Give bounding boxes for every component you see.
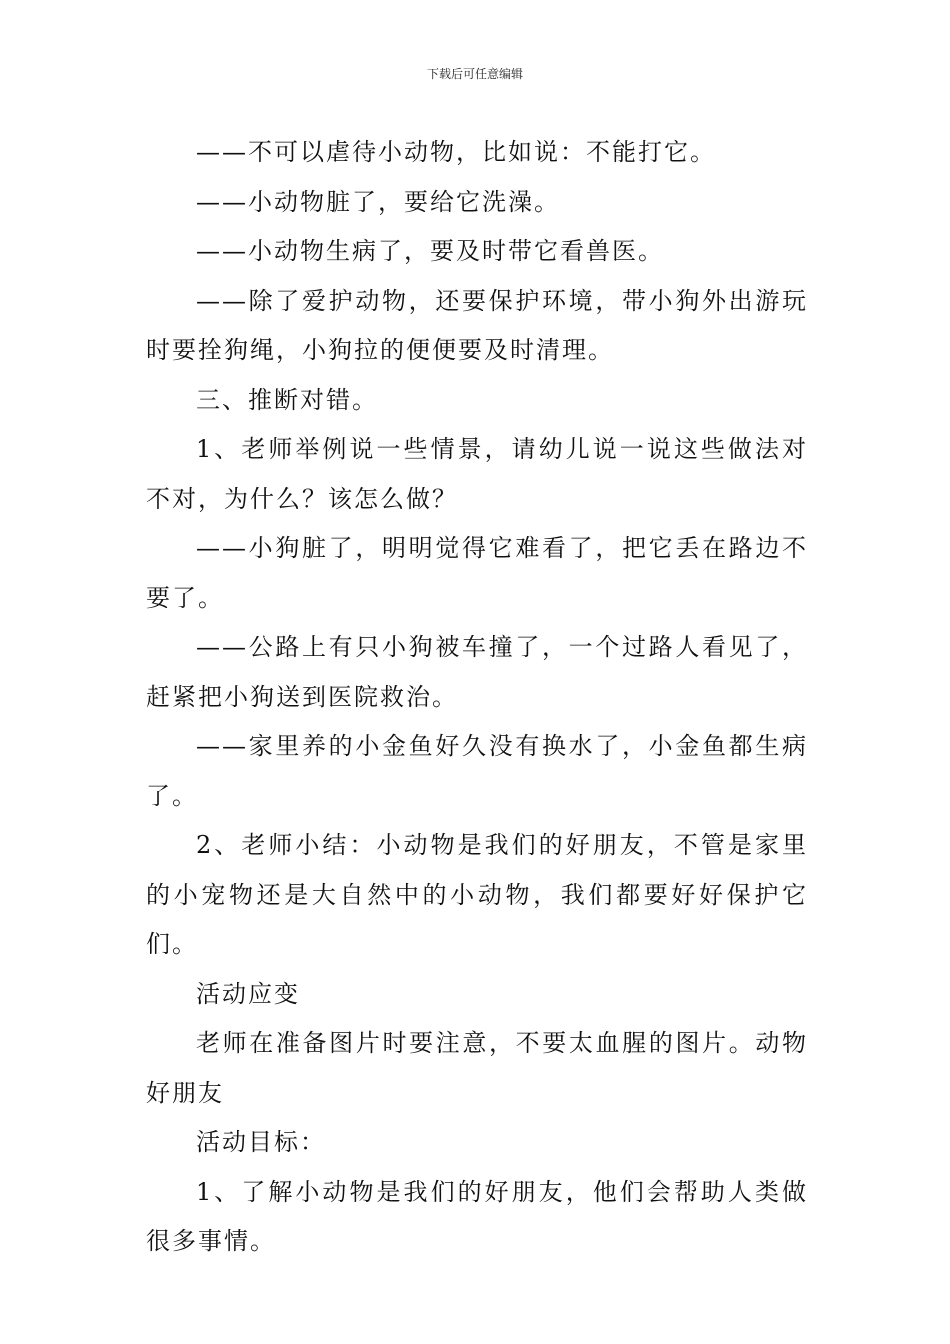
paragraph: 1、老师举例说一些情景，请幼儿说一说这些做法对不对，为什么？该怎么做？	[146, 435, 808, 513]
document-body	[146, 128, 808, 1267]
paragraph: ——公路上有只小狗被车撞了，一个过路人看见了，赶紧把小狗送到医院救治。	[146, 633, 808, 711]
paragraph: ——小狗脏了，明明觉得它难看了，把它丢在路边不要了。	[146, 534, 808, 612]
paragraph: ——家里养的小金鱼好久没有换水了，小金鱼都生病了。	[146, 732, 808, 810]
paragraph: 老师在准备图片时要注意，不要太血腥的图片。动物好朋友	[146, 1029, 808, 1107]
section-heading: 活动应变	[196, 979, 300, 1008]
paragraph: ——小动物脏了，要给它洗澡。	[196, 187, 560, 216]
paragraph: 2、老师小结：小动物是我们的好朋友，不管是家里的小宠物还是大自然中的小动物，我们都要好好保护它们。	[146, 831, 808, 958]
page-header: 下载后可任意编辑	[426, 67, 523, 81]
section-heading: 活动目标：	[196, 1128, 326, 1156]
paragraph: ——不可以虐待小动物，比如说：不能打它。	[196, 138, 716, 166]
paragraph: ——除了爱护动物，还要保护环境，带小狗外出游玩时要拴狗绳，小狗拉的便便要及时清理。	[146, 286, 808, 364]
paragraph: 1、了解小动物是我们的好朋友，他们会帮助人类做很多事情。	[146, 1177, 808, 1255]
paragraph: ——小动物生病了，要及时带它看兽医。	[196, 237, 664, 265]
section-heading: 三、推断对错。	[196, 385, 378, 414]
